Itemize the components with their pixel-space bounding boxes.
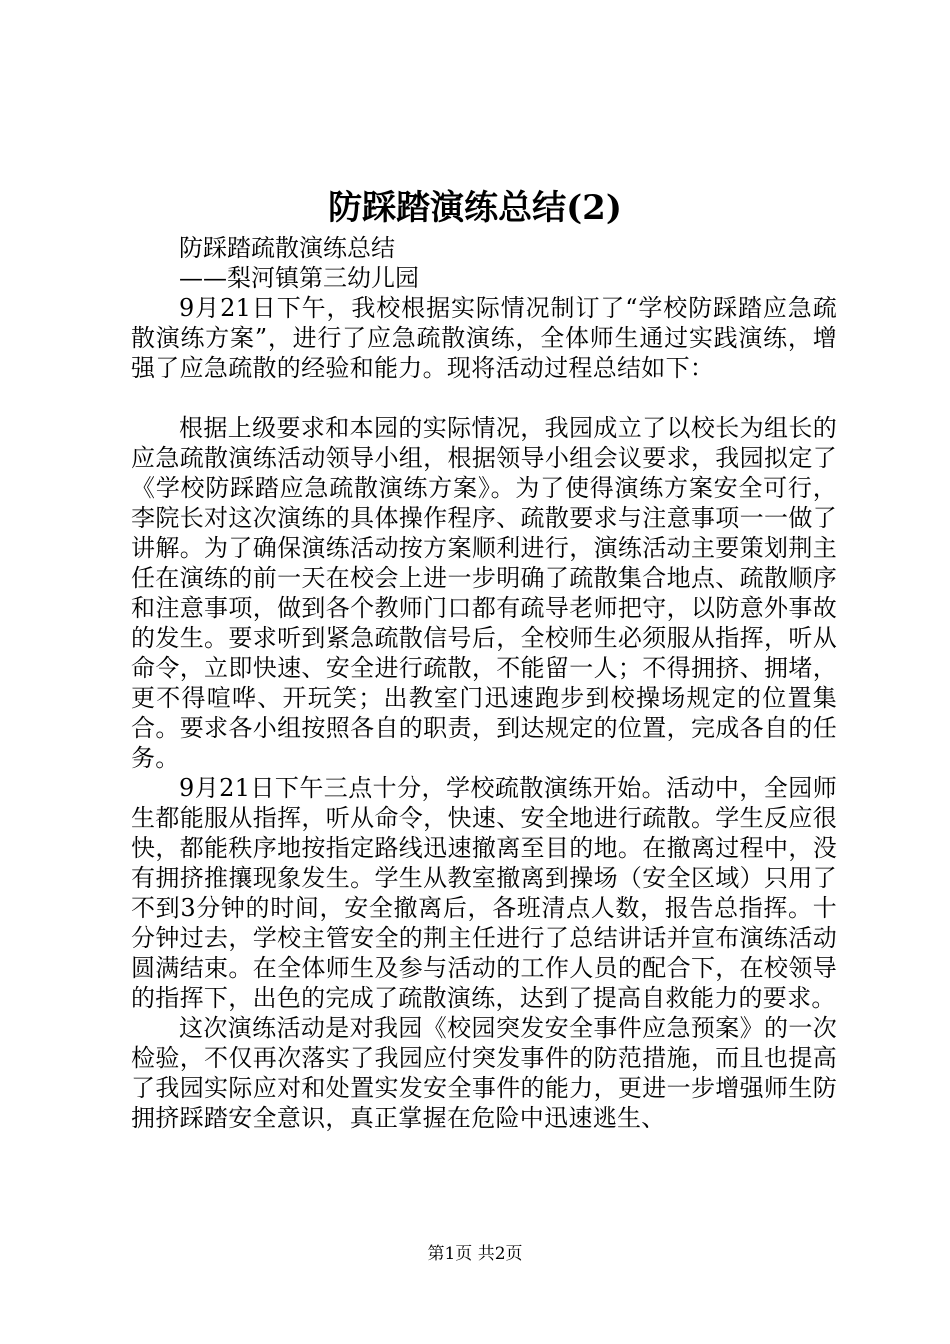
intro-paragraph: 9月21日下午，我校根据实际情况制订了“学校防踩踏应急疏散演练方案”，进行了应急疏散演练，全体师生通过实践演练，增强了应急疏散的经验和能力。现将活动过程总结如下： xyxy=(131,294,837,382)
body-paragraph: 这次演练活动是对我园《校园突发安全事件应急预案》的一次检验，不仅再次落实了我园应付突发事件的防范措施，而且也提高了我园实际应对和处置实发安全事件的能力，更进一步增强师生防拥挤踩踏安全意识，真正掌握在危险中迅速逃生、 xyxy=(131,1014,837,1132)
body-paragraph: 9月21日下午三点十分，学校疏散演练开始。活动中，全园师生都能服从指挥，听从命令，快速、安全地进行疏散。学生反应很快，都能秩序地按指定路线迅速撤离至目的地。在撤离过程中，没有拥挤推攘现象发生。学生从教室撤离到操场（安全区域）只用了不到3分钟的时间，安全撤离后，各班清点人数，报告总指挥。十分钟过去，学校主管安全的荆主任进行了总结讲话并宣布演练活动圆满结束。在全体师生及参与活动的工作人员的配合下，在校领导的指挥下，出色的完成了疏散演练，达到了提高自救能力的要求。 xyxy=(131,774,837,1012)
author-line: ——梨河镇第三幼儿园 xyxy=(179,264,419,292)
body-paragraph: 根据上级要求和本园的实际情况，我园成立了以校长为组长的应急疏散演练活动领导小组，根据领导小组会议要求，我园拟定了《学校防踩踏应急疏散演练方案》。为了使得演练方案安全可行，李院长对这次演练的具体操作程序、疏散要求与注意事项一一做了讲解。为了确保演练活动按方案顺利进行，演练活动主要策划荆主任在演练的前一天在校会上进一步明确了疏散集合地点、疏散顺序和注意事项，做到各个教师门口都有疏导老师把守，以防意外事故的发生。要求听到紧急疏散信号后，全校师生必须服从指挥，听从命令，立即快速、安全进行疏散，不能留一人；不得拥挤、拥堵，更不得喧哗、开玩笑；出教室门迅速跑步到校操场规定的位置集合。要求各小组按照各自的职责，到达规定的位置，完成各自的任务。 xyxy=(131,414,837,772)
document-title: 防踩踏演练总结(2) xyxy=(328,188,622,228)
subtitle-line: 防踩踏疏散演练总结 xyxy=(179,234,395,262)
document-body xyxy=(131,233,837,1133)
page-number-footer: 第1页 共2页 xyxy=(427,1244,523,1264)
